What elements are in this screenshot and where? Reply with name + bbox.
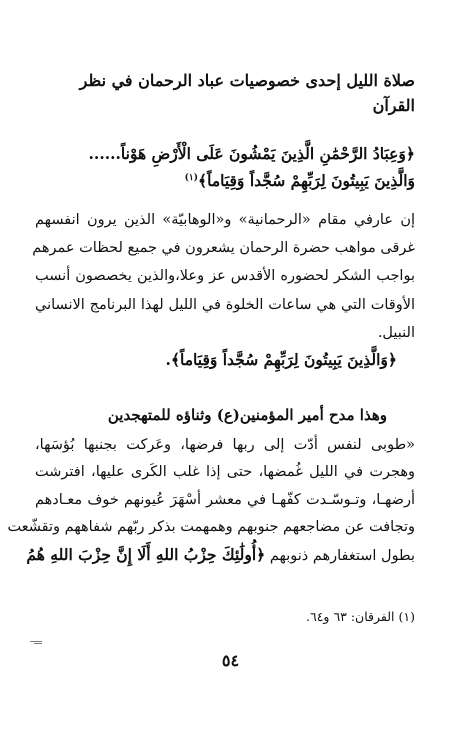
paragraph-line: الأوقات التي هي ساعات الخلوة في الليل لهذا البرنامج الانساني [35,297,415,313]
quote-line: وتجافت عن مضاجعهم جنوبهم وهمهمت بذكر ربّهم شفاههم وتقشّعت [7,519,415,535]
footnote-marker: (١) [184,173,199,183]
paragraph-line: إن عارفي مقام «الرحمانية» و«الوهابيّة» الذين يرون انفسهم [35,212,415,228]
quote-line: «طوبى لنفس أدّت إلى ربها فرضها، وعَركت بجنبها بُؤسَها، [35,437,415,453]
quran-verse-inline: ﴿أُولَٰئِكَ حِزْبُ اللهِ أَلَا إِنَّ حِزْبَ اللهِ هُمُ [26,545,266,564]
quote-line: أرضهـا، وتـوسّـدت كفّهـا في معشر أسْهَرَ عُيونهم خوف معـادهم [35,492,415,508]
scan-mark [30,641,42,644]
verse-text: وَالَّذِينَ يَبِيتُونَ لِرَبِّهِمْ سُجَّداً وَقِيَاماً﴾ [198,171,415,191]
paragraph-line: بواجب الشكر لحضوره الأقدس عز وعلا،والذين يخصصون أنسب [35,268,415,284]
quote-text: بطول استغفارهم ذنوبهم [269,548,415,564]
quran-verse-line-2 [35,167,415,192]
quote-line: وهجرت في الليل غُمضها، حتى إذا غلب الكَرى عليها، افترشت [35,464,415,480]
quran-verse-line-1: ﴿وَعِبَادُ الرَّحْمَٰنِ الَّذِينَ يَمْشُونَ عَلَى الْأَرْضِ هَوْناً...... [88,144,415,163]
section2-title: وهذا مدح أمير المؤمنين(ع) وثناؤه للمتهجدين [107,406,387,424]
section-title-continued: القرآن [372,96,415,115]
section-title: صلاة الليل إحدى خصوصيات عباد الرحمان في نظر [79,71,415,90]
quote-line-last [26,544,415,567]
page-number: ٥٤ [221,651,240,670]
paragraph-line: غرقى مواهب حضرة الرحمان يشعرون في جميع لحظات عمرهم [32,240,415,256]
quran-verse-repeat: ﴿وَالَّذِينَ يَبِيتُونَ لِرَبِّهِمْ سُجَّداً وَقِيَاماً﴾. [165,350,397,369]
footnote: (١) الفرقان: ٦٣ و٦٤. [306,609,415,624]
paragraph-line: النبيل. [377,325,415,341]
